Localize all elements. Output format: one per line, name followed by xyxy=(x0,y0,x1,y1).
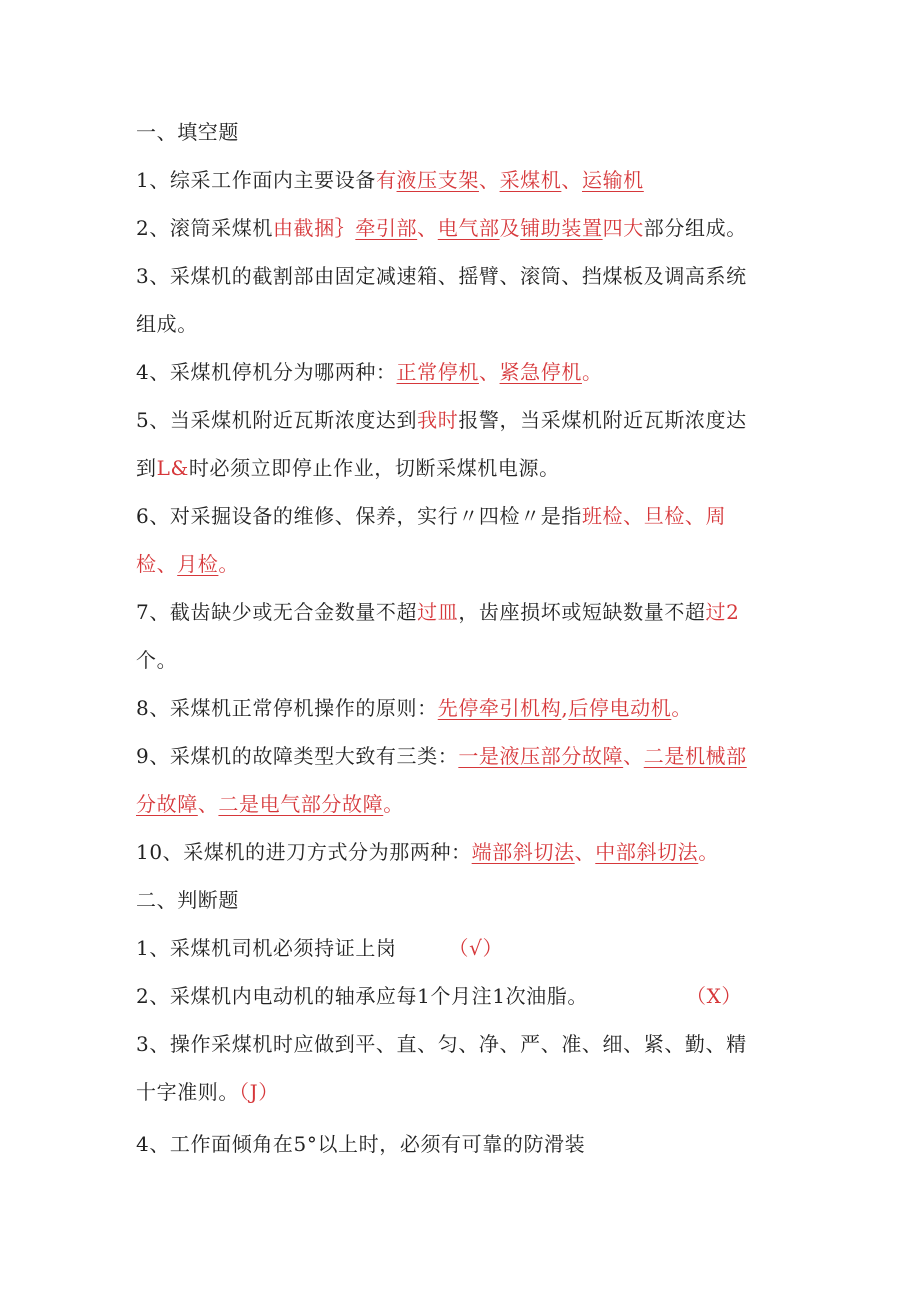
answer: 中部斜切法 xyxy=(595,840,699,864)
section-heading-fill-in: 一、填空题 xyxy=(136,120,239,144)
question-2: 2、滚筒采煤机由截捆｝牵引部、电气部及铺助装置四大部分组成。 xyxy=(136,216,747,240)
answer: 分故障 xyxy=(136,792,198,816)
answer: 运输机 xyxy=(581,168,644,192)
judge-1: 1、采煤机司机必须持证上岗 （√） xyxy=(136,924,796,972)
judge-mark: （X） xyxy=(685,984,743,1008)
answer: 采煤机 xyxy=(499,168,562,192)
answer: 紧急停机 xyxy=(499,360,582,384)
question-10: 10、采煤机的进刀方式分为那两种：端部斜切法、中部斜切法。 xyxy=(136,840,719,864)
question-3-line-1: 3、采煤机的截割部由固定减速箱、摇臂、滚筒、挡煤板及调高系统 xyxy=(136,264,747,288)
answer: 月检 xyxy=(177,552,219,576)
question-8: 8、采煤机正常停机操作的原则：先停牵引机构,后停电动机。 xyxy=(136,696,692,720)
answer: 二是电气部分故障 xyxy=(218,792,384,816)
answer: 液压支架 xyxy=(396,168,479,192)
question-9-line-1: 9、采煤机的故障类型大致有三类：一是液压部分故障、二是机械部 xyxy=(136,744,747,768)
question-6-line-1: 6、对采掘设备的维修、保养，实行〃四检〃是指班检、旦检、周 xyxy=(136,504,727,528)
question-9-line-2: 分故障、二是电气部分故障。 xyxy=(136,792,404,816)
answer: 一是液压部分故障 xyxy=(458,744,624,768)
question-5-line-2: 到L&时必须立即停止作业，切断采煤机电源。 xyxy=(136,456,560,480)
judge-3-line-1: 3、操作采煤机时应做到平、直、匀、净、严、准、细、紧、勤、精 xyxy=(136,1032,747,1056)
answer: 后停电动机 xyxy=(568,696,672,720)
judge-4: 4、工作面倾角在5°以上时，必须有可靠的防滑装 xyxy=(136,1132,586,1156)
document-page xyxy=(136,108,796,1168)
question-4: 4、采煤机停机分为哪两种：正常停机、紧急停机。 xyxy=(136,360,603,384)
answer: 牵引部 xyxy=(355,216,418,240)
question-5-line-1: 5、当采煤机附近瓦斯浓度达到我时报警，当采煤机附近瓦斯浓度达 xyxy=(136,408,747,432)
judge-3-line-2: 十字准则。（J） xyxy=(136,1080,279,1104)
answer: 端部斜切法 xyxy=(471,840,575,864)
answer: 先停牵引机构 xyxy=(437,696,562,720)
question-6-line-2: 检、月检。 xyxy=(136,552,240,576)
section-heading-true-false: 二、判断题 xyxy=(136,888,239,912)
judge-mark: （J） xyxy=(239,1080,279,1104)
question-3-line-2: 组成。 xyxy=(136,312,198,336)
answer: 电气部 xyxy=(437,216,500,240)
question-1: 1、综采工作面内主要设备有液压支架、采煤机、运输机 xyxy=(136,168,644,192)
question-7-line-2: 个。 xyxy=(136,648,178,672)
question-7-line-1: 7、截齿缺少或无合金数量不超过皿，齿座损坏或短缺数量不超过2 xyxy=(136,600,740,624)
answer: 二是机械部 xyxy=(643,744,747,768)
answer: 正常停机 xyxy=(396,360,479,384)
answer: 铺助装置 xyxy=(520,216,603,240)
judge-2: 2、采煤机内电动机的轴承应每1个月注1次油脂。 （X） xyxy=(136,972,796,1020)
judge-mark: （√） xyxy=(448,936,504,960)
